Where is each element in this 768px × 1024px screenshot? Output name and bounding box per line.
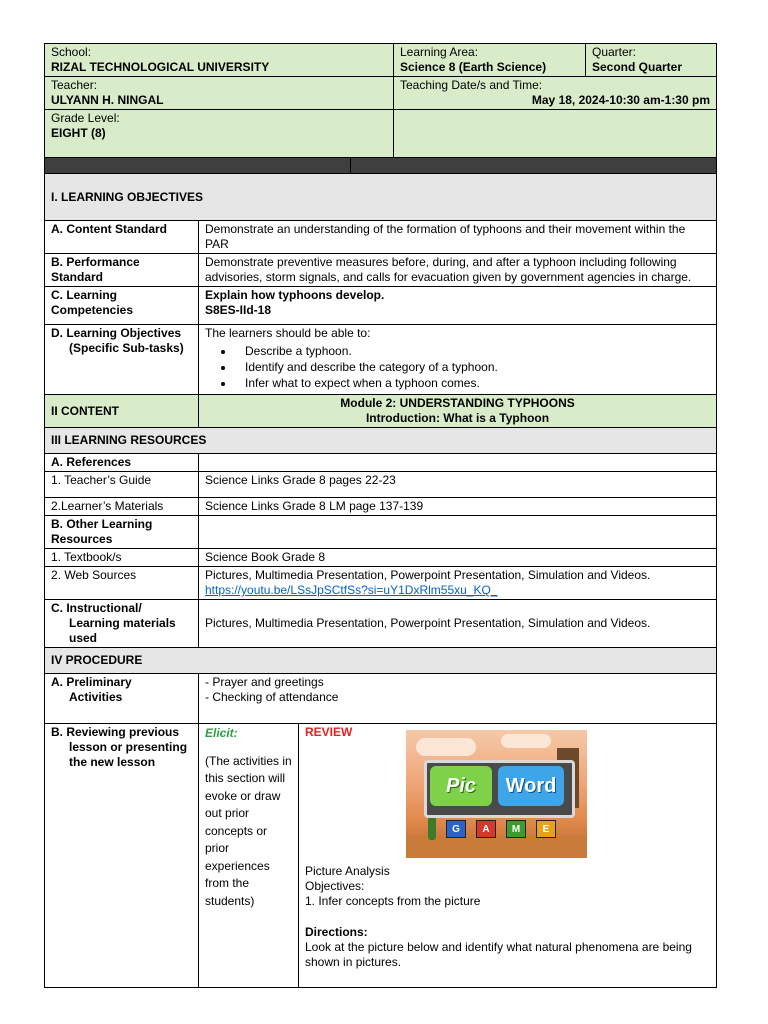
learning-area-value: Science 8 (Earth Science) [400,60,547,74]
quarter-value: Second Quarter [592,60,683,74]
references-label: A. References [45,454,199,472]
review-cell [299,724,717,988]
preliminary-label-cell [45,674,199,724]
game-tile: A [476,820,496,838]
textbooks-label: 1. Textbook/s [45,549,199,567]
other-resources-empty [199,516,717,549]
elicit-title: Elicit: [205,726,238,740]
list-item: - Checking of attendance [205,690,339,704]
reviewing-label: B. Reviewing previous [51,725,180,739]
grade-level-cell [45,110,394,158]
list-item: • Identify and describe the category of a typhoon. [235,359,710,375]
dark-band-right [351,158,717,174]
reviewing-label-cell [45,724,199,988]
instructional-materials-sublabel: Learning materials used [69,616,176,645]
pic-word-game-image [406,730,587,858]
preliminary-label: A. Preliminary [51,675,132,689]
elicit-text: (The activities in this section will evoke or draw out prior concepts or prior experiences from the students) [205,753,292,908]
other-resources-label: B. Other Learning Resources [45,516,199,549]
learners-materials-value: Science Links Grade 8 LM page 137-139 [199,498,717,516]
web-source-link[interactable]: https://youtu.be/LSsJpSCtfSs?si=uY1DxRlm55xu_KQ_ [205,583,498,597]
reviewing-sublabel: lesson or presenting the new lesson [69,740,188,769]
competency-code: S8ES-IId-18 [205,303,272,317]
teachers-guide-label: 1. Teacher’s Guide [45,472,199,498]
module-subtitle: Introduction: What is a Typhoon [365,411,550,425]
school-label: School: [51,45,92,59]
preliminary-sublabel: Activities [69,690,123,704]
learning-objectives-label-cell [45,325,199,395]
learning-area-label: Learning Area: [400,45,479,59]
school-cell [45,44,394,77]
word-logo-text: Word [498,766,564,806]
list-item: • Describe a typhoon. [235,343,710,359]
cloud-shape [501,734,551,748]
instructional-materials-label: C. Instructional/ [51,601,142,615]
game-tile: G [446,820,466,838]
game-tile: M [506,820,526,838]
list-item: • Infer what to expect when a typhoon comes. [235,375,710,391]
review-title: REVIEW [305,725,353,739]
procedure-heading: IV PROCEDURE [45,648,717,674]
performance-standard-label: B. Performance Standard [45,254,199,287]
teaching-date-label: Teaching Date/s and Time: [400,78,543,92]
competencies-label: C. Learning Competencies [45,287,199,325]
teacher-cell [45,77,394,110]
competencies-cell [199,287,717,325]
competency-text: Explain how typhoons develop. [205,288,385,302]
lesson-plan-page [44,43,716,988]
directions-text: Look at the picture below and identify what natural phenomena are being shown in pictures. [305,940,692,969]
instructional-materials-label-cell [45,600,199,648]
grade-level-value: EIGHT (8) [51,126,106,140]
learning-objectives-list [205,343,710,391]
learners-materials-label: 2.Learner’s Materials [45,498,199,516]
learning-objectives-label: D. Learning Objectives [51,326,182,340]
school-value: RIZAL TECHNOLOGICAL UNIVERSITY [51,60,270,74]
pic-logo-text: Pic [430,766,492,806]
web-sources-cell [199,567,717,600]
learning-area-cell [394,44,586,77]
content-heading: II CONTENT [45,395,199,428]
teaching-date-cell [394,77,717,110]
content-standard-value: Demonstrate an understanding of the formation of typhoons and their movement within the PAR [199,221,717,254]
instructional-materials-value: Pictures, Multimedia Presentation, Powerpoint Presentation, Simulation and Videos. [199,600,717,648]
objective-item: 1. Infer concepts from the picture [305,894,481,908]
body-table [44,173,717,988]
preliminary-cell [199,674,717,724]
teacher-label: Teacher: [51,78,98,92]
header-table [44,43,717,158]
module-title: Module 2: UNDERSTANDING TYPHOONS [340,396,575,410]
directions-label: Directions: [305,925,368,939]
dark-band-left [45,158,351,174]
empty-header-cell [394,110,717,158]
grade-level-label: Grade Level: [51,111,120,125]
learning-objectives-sublabel: (Specific Sub-tasks) [69,341,184,355]
learning-objectives-intro: The learners should be able to: [205,326,371,340]
web-sources-value: Pictures, Multimedia Presentation, Powerpoint Presentation, Simulation and Videos. [205,568,651,582]
list-item: - Prayer and greetings [205,675,324,689]
picture-analysis-title: Picture Analysis [305,864,390,878]
quarter-label: Quarter: [592,45,637,59]
learning-resources-heading: III LEARNING RESOURCES [45,428,717,454]
performance-standard-value: Demonstrate preventive measures before, during, and after a typhoon including following advisories, storm signals, and calls for evacuation given by government agencies in charge. [199,254,717,287]
game-tiles [446,820,556,838]
cloud-shape [416,738,476,756]
quarter-cell [586,44,717,77]
learning-objectives-heading: I. LEARNING OBJECTIVES [45,174,717,221]
teachers-guide-value: Science Links Grade 8 pages 22-23 [199,472,717,498]
objectives-label: Objectives: [305,879,365,893]
teacher-value: ULYANN H. NINGAL [51,93,164,107]
game-tile: E [536,820,556,838]
learning-objectives-cell [199,325,717,395]
references-empty [199,454,717,472]
content-standard-label: A. Content Standard [45,221,199,254]
web-sources-label: 2. Web Sources [45,567,199,600]
teaching-date-value: May 18, 2024-10:30 am-1:30 pm [531,93,710,107]
dark-band-table [44,157,717,174]
module-title-cell [199,395,717,428]
elicit-cell [199,724,299,988]
textbooks-value: Science Book Grade 8 [199,549,717,567]
